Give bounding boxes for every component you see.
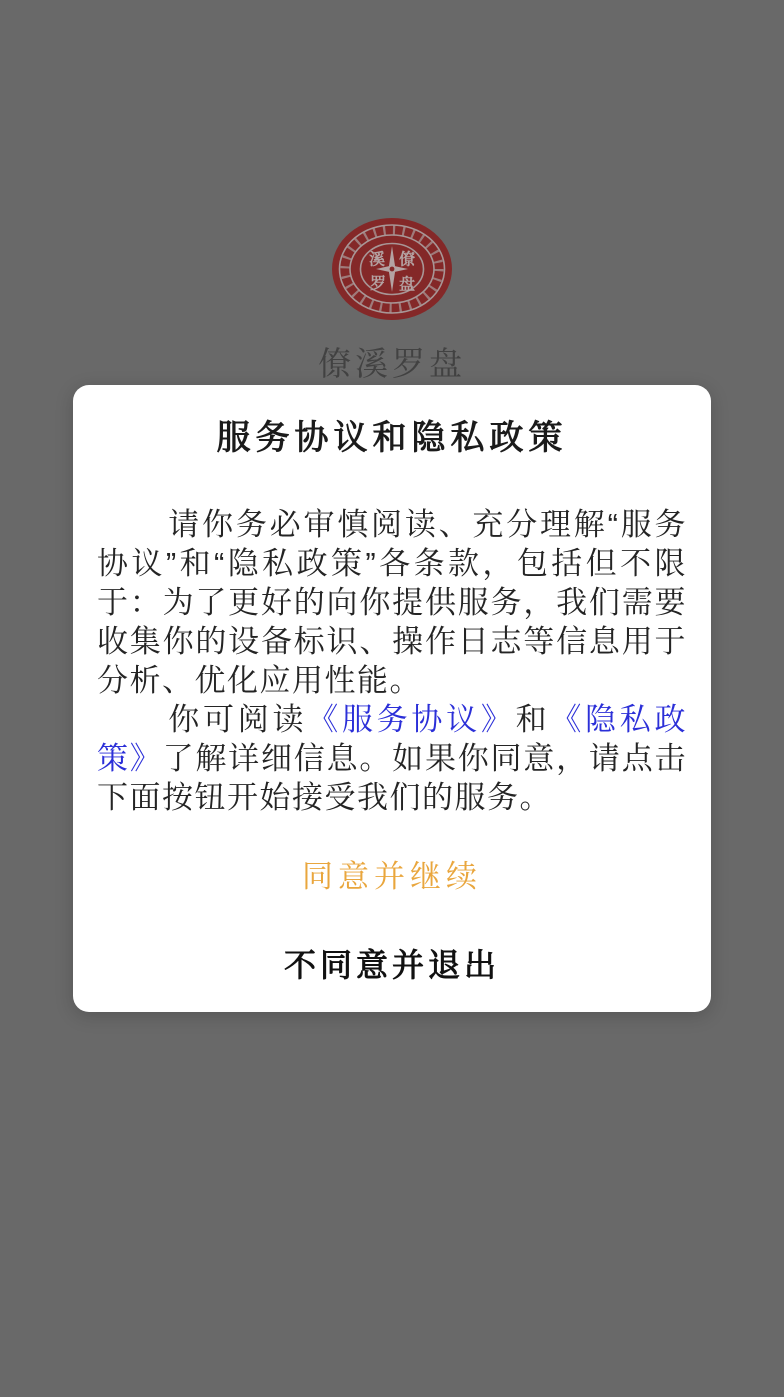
compass-seal-logo-icon — [330, 216, 454, 322]
seal-char-top-left: 溪 — [368, 251, 386, 269]
service-agreement-link[interactable]: 《服务协议》 — [307, 702, 516, 737]
app-name: 僚溪罗盘 — [318, 345, 466, 382]
seal-char-top-right: 僚 — [398, 251, 416, 269]
app-brand — [0, 216, 784, 384]
seal-char-bottom-right: 盘 — [398, 276, 416, 294]
disagree-exit-button[interactable]: 不同意并退出 — [283, 947, 500, 983]
agree-continue-button[interactable]: 同意并继续 — [302, 859, 482, 894]
privacy-policy-dialog — [73, 385, 711, 1012]
paragraph-2-conjunction: 和 — [515, 702, 551, 737]
paragraph-2-prefix: 你可阅读 — [168, 702, 308, 737]
paragraph-2-suffix: 了解详细信息。如果你同意，请点击下面按钮开始接受我们的服务。 — [97, 741, 688, 815]
seal-char-bottom-left: 罗 — [369, 275, 387, 293]
dialog-paragraph-2 — [97, 700, 687, 817]
dialog-body — [97, 505, 687, 817]
dialog-paragraph-1: 请你务必审慎阅读、充分理解“服务协议”和“隐私政策”各条款，包括但不限于：为了更好的向你提供服务，我们需要收集你的设备标识、操作日志等信息用于分析、优化应用性能。 — [97, 507, 687, 698]
dialog-title: 服务协议和隐私政策 — [216, 419, 568, 457]
privacy-policy-link[interactable]: 《隐私政策》 — [97, 702, 688, 776]
